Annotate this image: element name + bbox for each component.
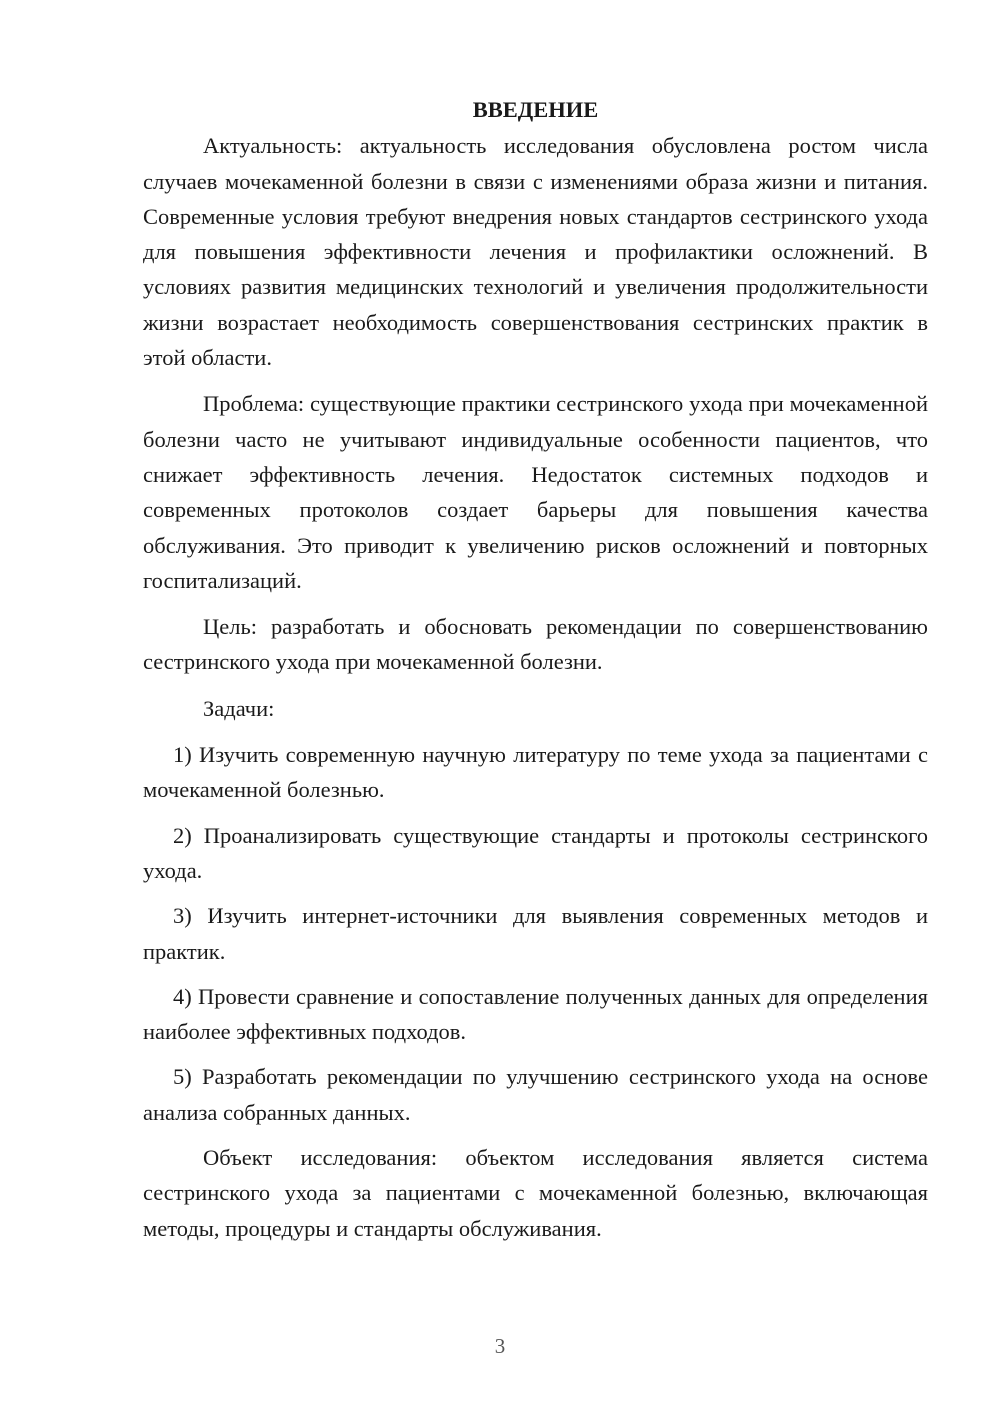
task-item-3: 3) Изучить интернет-источники для выявления современных методов и практик. (143, 903, 928, 964)
page-content (143, 92, 928, 1257)
relevance-paragraph: Актуальность: актуальность исследования обусловлена ростом числа случаев мочекаменной болезни в связи с изменениями образа жизни и питания. Современные условия требуют внедрения новых стандартов сестринского ухода для повышения эффективности лечения и профилактики осложнений. В условиях развития медицинских технологий и увеличения продолжительности жизни возрастает необходимость совершенствования сестринских практик в этой области. (143, 133, 928, 371)
task-item-5: 5) Разработать рекомендации по улучшению сестринского ухода на основе анализа собранных данных. (143, 1064, 928, 1125)
task-item-2: 2) Проанализировать существующие стандарты и протоколы сестринского ухода. (143, 822, 928, 883)
task-item-1: 1) Изучить современную научную литературу по теме ухода за пациентами с мочекаменной болезнью. (143, 742, 928, 803)
goal-paragraph: Цель: разработать и обосновать рекомендации по совершенствованию сестринского ухода при мочекаменной болезни. (143, 614, 928, 675)
object-paragraph: Объект исследования: объектом исследования является система сестринского ухода за пациентами с мочекаменной болезнью, включающая методы, процедуры и стандарты обслуживания. (143, 1145, 928, 1241)
tasks-heading: Задачи: (203, 695, 275, 721)
task-item-4: 4) Провести сравнение и сопоставление полученных данных для определения наиболее эффективных подходов. (143, 983, 928, 1045)
page-number: 3 (494, 1334, 506, 1358)
page-title: ВВЕДЕНИЕ (472, 97, 599, 122)
problem-paragraph: Проблема: существующие практики сестринского ухода при мочекаменной болезни часто не учитывают индивидуальные особенности пациентов, что снижает эффективность лечения. Недостаток системных подходов и современных протоколов создает барьеры для повышения качества обслуживания. Это приводит к увеличению рисков осложнений и повторных госпитализаций. (143, 391, 928, 593)
